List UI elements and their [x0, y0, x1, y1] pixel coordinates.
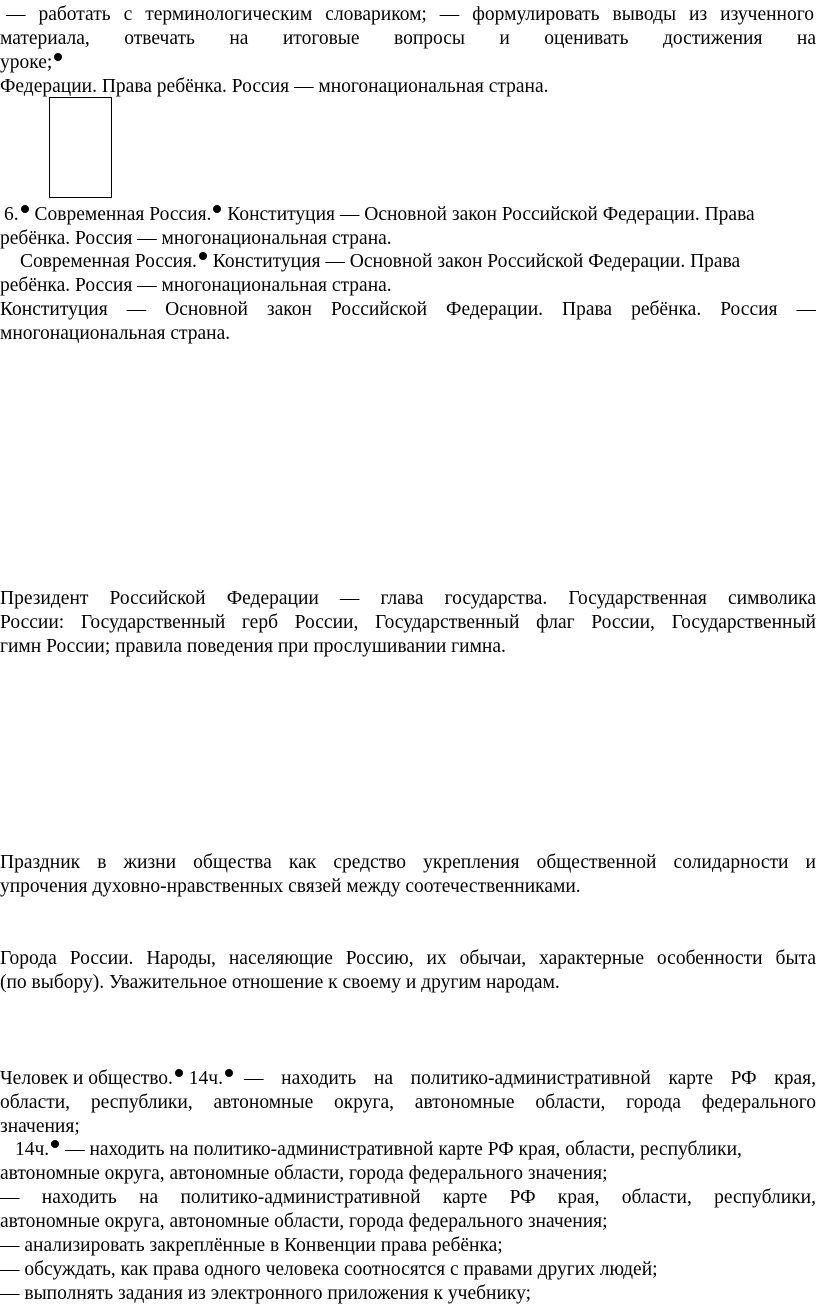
text-fragment: — находить на политико-административной карте РФ края,: [243, 1068, 816, 1089]
text-line: Конституция — Основной закон Российской Федерации. Права ребёнка. Россия —: [0, 299, 816, 320]
text-line: Федерации. Права ребёнка. Россия — многонациональная страна.: [0, 76, 549, 97]
bullet-icon: [213, 205, 221, 213]
text-line: значения;: [0, 1116, 80, 1137]
text-fragment: [0, 1067, 234, 1091]
text-line: — анализировать закреплённые в Конвенции права ребёнка;: [0, 1235, 503, 1256]
text-line: многонациональная страна.: [0, 323, 231, 344]
text-fragment: Конституция — Основной закон Российской Федерации. Права: [227, 204, 755, 225]
text-line: — работать с терминологическим словариком; — формулировать выводы из изученного: [6, 4, 814, 25]
text-line: области, республики, автономные округа, автономные области, города федерального: [0, 1092, 816, 1113]
text-line: гимн России; правила поведения при прослушивании гимна.: [0, 636, 506, 657]
text-line: [15, 1138, 742, 1162]
text-line: [0, 51, 63, 75]
text-line: — выполнять задания из электронного приложения к учебнику;: [0, 1283, 532, 1304]
bullet-icon: [175, 1069, 183, 1077]
text-fragment: Современная Россия.: [34, 204, 212, 225]
bullet-icon: [199, 252, 207, 260]
text-line: упрочения духовно-нравственных связей между соотечественниками.: [0, 876, 581, 897]
text-line: материала, отвечать на итоговые вопросы и оценивать достижения на: [0, 28, 816, 49]
text-line: России: Государственный герб России, Государственный флаг России, Государственный: [0, 612, 816, 633]
text-fragment: Человек и общество.: [0, 1068, 173, 1089]
text-fragment: 14ч.: [15, 1139, 50, 1160]
text-line: Президент Российской Федерации — глава государства. Государственная символика: [0, 588, 816, 609]
empty-frame: [49, 97, 112, 198]
bullet-icon: [21, 205, 29, 213]
text-line: Города России. Народы, населяющие Россию, их обычаи, характерные особенности быта: [0, 948, 816, 969]
text-fragment: уроке;: [0, 52, 53, 73]
bullet-icon: [54, 53, 62, 61]
text-fragment: 14ч.: [188, 1068, 223, 1089]
text-line: автономные округа, автономные области, города федерального значения;: [0, 1211, 608, 1232]
text-line: — находить на политико-административной карте РФ края, области, республики,: [0, 1187, 816, 1208]
item-number: 6.: [4, 204, 19, 225]
text-fragment: — находить на политико-административной карте РФ края, области, республики,: [65, 1139, 742, 1160]
bullet-icon: [51, 1140, 59, 1148]
text-line: ребёнка. Россия — многонациональная страна.: [0, 275, 392, 296]
text-line: Праздник в жизни общества как средство укрепления общественной солидарности и: [0, 852, 816, 873]
text-line: [4, 203, 755, 227]
text-line: ребёнка. Россия — многонациональная страна.: [0, 228, 392, 249]
text-fragment: Конституция — Основной закон Российской Федерации. Права: [212, 251, 741, 272]
bullet-icon: [225, 1069, 233, 1077]
text-line: [0, 1067, 816, 1091]
text-line: [20, 250, 740, 274]
text-fragment: Современная Россия.: [20, 251, 197, 272]
text-line: автономные округа, автономные области, города федерального значения;: [0, 1163, 608, 1184]
text-line: (по выбору). Уважительное отношение к своему и другим народам.: [0, 972, 560, 993]
text-line: — обсуждать, как права одного человека соотносятся с правами других людей;: [0, 1259, 658, 1280]
